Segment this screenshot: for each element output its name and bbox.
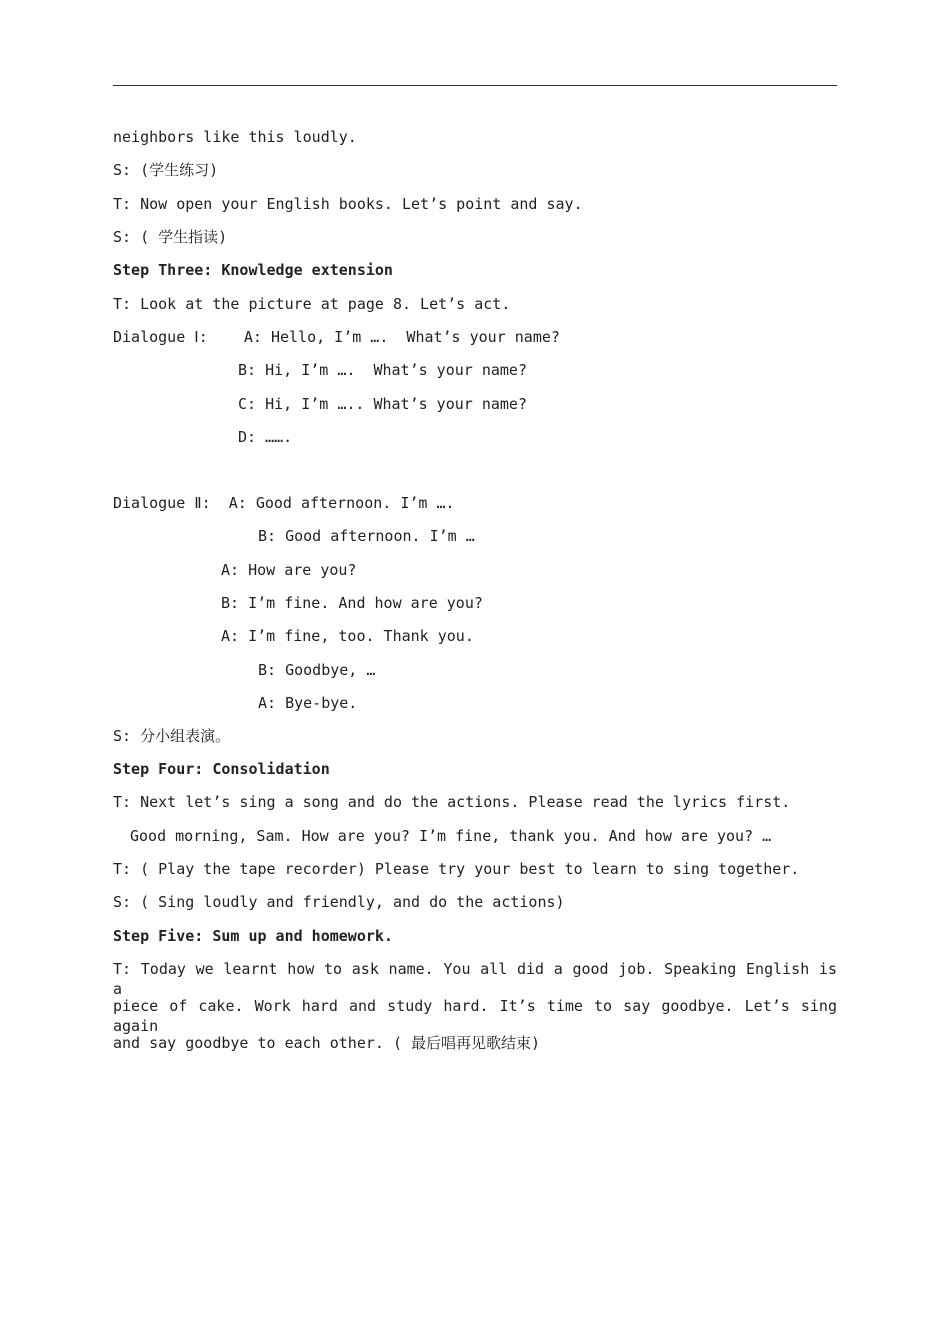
text-line: S: 分小组表演。	[113, 727, 231, 745]
paragraph-line: and say goodbye to each other. ( 最后唱再见歌结束)	[113, 1034, 541, 1052]
dialogue-line: D: …….	[238, 428, 293, 446]
header-rule	[113, 85, 837, 86]
dialogue-line: A: Bye-bye.	[258, 694, 358, 712]
text-line: S: ( Sing loudly and friendly, and do the actions)	[113, 893, 565, 911]
dialogue-line: B: Good afternoon. I’m …	[258, 527, 475, 545]
section-heading: Step Five: Sum up and homework.	[113, 927, 393, 945]
text-line: T: ( Play the tape recorder) Please try your best to learn to sing together.	[113, 860, 800, 878]
lyrics-line: Good morning, Sam. How are you? I’m fine, thank you. And how are you? …	[130, 827, 772, 845]
dialogue-line: B: Goodbye, …	[258, 661, 376, 679]
text-line: S: ( 学生指读)	[113, 228, 228, 246]
text-line: T: Look at the picture at page 8. Let’s act.	[113, 295, 511, 313]
dialogue-line: C: Hi, I’m ….. What’s your name?	[238, 395, 527, 413]
dialogue-line: A: How are you?	[221, 561, 357, 579]
text-line: neighbors like this loudly.	[113, 128, 357, 146]
dialogue-line: B: Hi, I’m …. What’s your name?	[238, 361, 527, 379]
section-heading: Step Four: Consolidation	[113, 760, 330, 778]
dialogue-line: Dialogue Ⅱ: A: Good afternoon. I’m ….	[113, 494, 455, 512]
paragraph-line: piece of cake. Work hard and study hard. It’s time to say goodbye. Let’s sing again	[113, 997, 837, 1035]
dialogue-line: Dialogue Ⅰ: A: Hello, I’m …. What’s your name?	[113, 328, 560, 346]
text-line: S: (学生练习)	[113, 161, 219, 179]
section-heading: Step Three: Knowledge extension	[113, 261, 393, 279]
text-line: T: Next let’s sing a song and do the actions. Please read the lyrics first.	[113, 793, 791, 811]
dialogue-line: A: I’m fine, too. Thank you.	[221, 627, 474, 645]
text-line: T: Now open your English books. Let’s point and say.	[113, 195, 583, 213]
paragraph-line: T: Today we learnt how to ask name. You all did a good job. Speaking English is a	[113, 960, 837, 998]
dialogue-line: B: I’m fine. And how are you?	[221, 594, 483, 612]
